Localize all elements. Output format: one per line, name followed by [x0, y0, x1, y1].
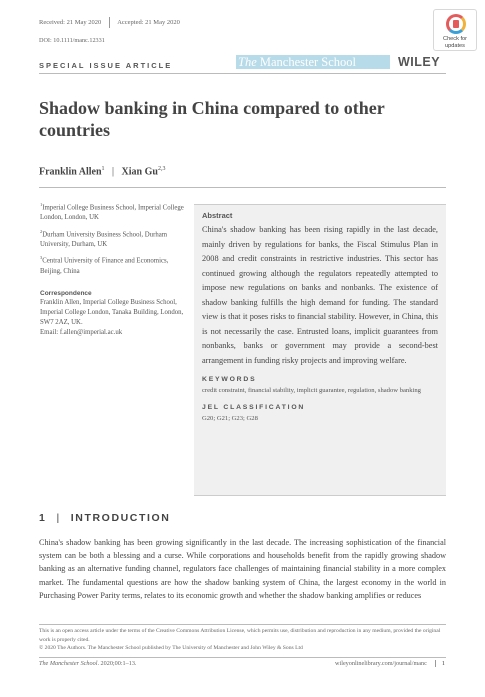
publisher-logo: WILEY	[398, 55, 441, 69]
divider	[39, 657, 446, 658]
email-link[interactable]: Email: f.allen@imperial.ac.uk	[40, 329, 123, 336]
affiliations	[40, 200, 190, 280]
keywords-heading: KEYWORDS	[202, 376, 257, 383]
divider	[39, 624, 446, 625]
affiliation-item: $^2$Durham University Business School, Durham University, Durham, UK	[40, 228, 168, 249]
received-date: Received: 21 May 2020	[39, 18, 102, 26]
abstract-heading: Abstract	[202, 211, 233, 220]
introduction-paragraph: China's shadow banking has been growing significantly in the last decade. The increasing sophistication of the financial system can be both a blessing and a curse. While corporations and households benefit from the rapidly growing shadow banking as an alternative funding channel, regulators face challenges of maintaining financial stability in a more complex market. The fundamental questions are how the shadow banking system of China, the largest economy in the world in Purchasing Power Parity terms, relates to its economic growth and whether the shadow banking amplifies or reduces	[39, 538, 446, 600]
page-footer	[335, 660, 445, 667]
section-label: SPECIAL ISSUE ARTICLE	[39, 61, 173, 70]
copyright-note: © 2020 The Authors. The Manchester School published by The University of Manchester and John Wiley & Sons Ltd	[39, 645, 303, 652]
section-heading: 1 | INTRODUCTION	[39, 512, 171, 524]
author-name[interactable]: Xian Gu	[121, 166, 158, 178]
abstract-text: China's shadow banking has been rising rapidly in the last decade, mainly driven by regulations for banks, the Fiscal Stimulus Plan in 2008 and credit constraints in restrictive industries. This sector has continued growing although the regulators repeatedly attempted to impose new regulations on banks and nonbanks. The existence of shadow banking fulfills the high demand for funding. The standard view is that it poses risks to financial stability. However, in China, this is not necessarily the case. Entrusted loans, implicit guarantees from nonbanks, banks or government may provide a second-best arrangement in funding risky projects and improving welfare.	[202, 225, 438, 365]
article-title: Shadow banking in China compared to other countries	[39, 98, 385, 140]
article-dates	[39, 17, 180, 28]
doi[interactable]: DOI: 10.1111/manc.12331	[39, 37, 105, 44]
jel-heading: JEL CLASSIFICATION	[202, 403, 306, 411]
check-for-updates-badge[interactable]	[433, 9, 477, 51]
journal-url[interactable]: wileyonlinelibrary.com/journal/manc	[335, 660, 427, 667]
check-for-updates-label: Check for updates	[443, 36, 467, 49]
journal-reference: The Manchester School. 2020;00:1–13.	[39, 660, 137, 667]
author-list: Franklin Allen$^1$ | Xian Gu$^{2,3}$	[39, 166, 166, 178]
page-number: 1	[435, 660, 445, 667]
keywords: credit constraint, financial stability, implicit guarantee, regulation, shadow banking	[202, 387, 421, 394]
crossmark-icon	[446, 14, 466, 34]
correspondence: Franklin Allen, Imperial College Business School, Imperial College London, Tanaka Building, London, SW7 2AZ, UK. Email: f.allen@imperial.ac.uk	[40, 299, 184, 336]
journal-logo: The Manchester School	[236, 55, 390, 69]
jel-codes: G20; G21; G23; G28	[202, 414, 258, 422]
abstract-box	[194, 204, 446, 496]
footnote	[39, 627, 446, 653]
date-separator	[109, 17, 110, 28]
correspondence-heading: Correspondence	[40, 290, 92, 297]
affiliation-item: $^3$Central University of Finance and Economics, Beijing, China	[40, 255, 169, 275]
affiliation-item: $^1$Imperial College Business School, Imperial College London, London, UK	[40, 202, 184, 222]
divider	[39, 187, 446, 188]
divider	[39, 73, 446, 74]
author-name[interactable]: Franklin Allen	[39, 166, 102, 178]
license-note: This is an open access article under the terms of the Creative Commons Attribution License, which permits use, distribution and reproduction in any medium, provided the original work is properly cited.	[39, 628, 441, 643]
accepted-date: Accepted: 21 May 2020	[117, 18, 180, 26]
